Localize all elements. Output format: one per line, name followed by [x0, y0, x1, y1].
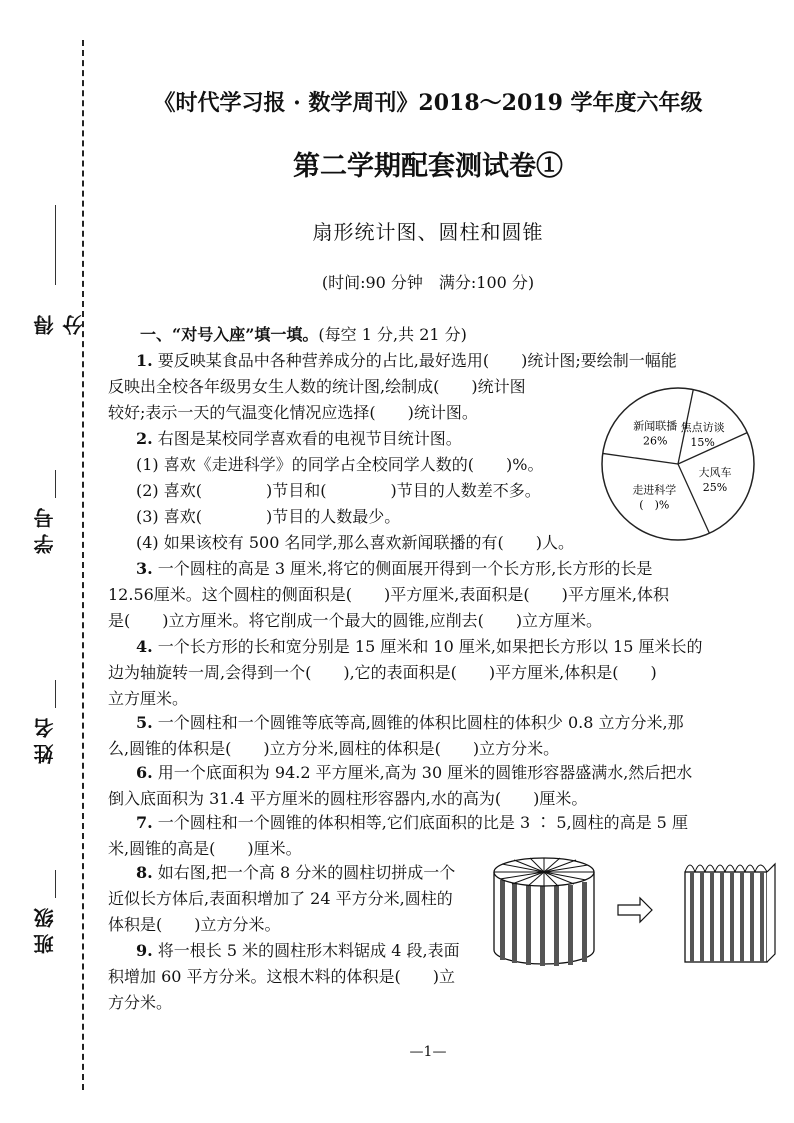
- section-title: 一、“对号入座”填一填。: [140, 325, 319, 344]
- q8-number: 8.: [136, 863, 153, 882]
- question-3: [108, 556, 748, 634]
- class-underline: [55, 870, 56, 898]
- q1-line1: 要反映某食品中各种营养成分的占比,最好选用( )统计图;要绘制一幅能: [157, 351, 677, 370]
- section-heading: [140, 322, 467, 345]
- name-label: 姓名: [33, 712, 57, 764]
- q8-line2: 近似长方体后,表面积增加了 24 平方分米,圆柱的: [108, 889, 453, 908]
- q1-number: 1.: [136, 351, 153, 370]
- q2-number: 2.: [136, 429, 153, 448]
- approx-cuboid: [685, 864, 775, 962]
- q1-line2: 反映出全校各年级男女生人数的统计图,绘制成( )统计图: [108, 377, 526, 396]
- q7-number: 7.: [136, 813, 153, 832]
- q5-number: 5.: [136, 713, 153, 732]
- q6-line1: 用一个底面积为 94.2 平方厘米,高为 30 厘米的圆锥形容器盛满水,然后把水: [157, 763, 693, 782]
- q3-number: 3.: [136, 559, 153, 578]
- tv-program-pie-chart: [598, 384, 758, 544]
- q3-line1: 一个圆柱的高是 3 厘米,将它的侧面展开得到一个长方形,长方形的长是: [157, 559, 653, 578]
- q6-number: 6.: [136, 763, 153, 782]
- q2-sub2: (2) 喜欢( )节目和( )节目的人数差不多。: [136, 481, 541, 500]
- q5-line2: 么,圆锥的体积是( )立方分米,圆柱的体积是( )立方分米。: [108, 739, 560, 758]
- student-id-field: [30, 470, 60, 580]
- pie-slice-value: 26%: [642, 434, 668, 448]
- pie-slice-value: 15%: [690, 436, 715, 450]
- q2-sub4: (4) 如果该校有 500 名同学,那么喜欢新闻联播的有( )人。: [136, 533, 575, 552]
- exam-page: [108, 0, 748, 1123]
- cuboid-side: [767, 864, 775, 962]
- student-id-label: 学号: [33, 502, 57, 554]
- q7-line2: 米,圆锥的高是( )厘米。: [108, 839, 302, 858]
- q6-line2: 倒入底面积为 31.4 平方厘米的圆柱形容器内,水的高为( )厘米。: [108, 789, 588, 808]
- score-underline: [55, 205, 56, 285]
- q3-line3: 是( )立方厘米。将它削成一个最大的圆锥,应削去( )立方厘米。: [108, 611, 603, 630]
- q7-line1: 一个圆柱和一个圆锥的体积相等,它们底面积的比是 3 ∶ 5,圆柱的高是 5 厘: [157, 813, 688, 832]
- question-6: [108, 760, 748, 812]
- class-field: [30, 870, 60, 970]
- binding-strip: [0, 0, 100, 1123]
- class-label: 班级: [33, 902, 57, 954]
- score-label: 得分: [33, 309, 86, 335]
- q8-line1: 如右图,把一个高 8 分米的圆柱切拼成一个: [157, 863, 456, 882]
- question-4: [108, 634, 748, 712]
- pie-slice-value: 25%: [702, 480, 728, 494]
- q5-line1: 一个圆柱和一个圆锥等底等高,圆锥的体积比圆柱的体积少 0.8 立方分米,那: [157, 713, 684, 732]
- question-2: [108, 426, 588, 530]
- q1-line3: 较好;表示一天的气温变化情况应选择( )统计图。: [108, 403, 478, 422]
- q2-line1: 右图是某校同学喜欢看的电视节目统计图。: [157, 429, 462, 448]
- name-underline: [55, 680, 56, 708]
- q2-sub3: (3) 喜欢( )节目的人数最少。: [136, 507, 401, 526]
- q9-number: 9.: [136, 941, 153, 960]
- exam-title: 第二学期配套测试卷①: [293, 151, 563, 182]
- cut-line: [82, 40, 84, 1090]
- series-title: 《时代学习报 · 数学周刊》2018～2019 学年度六年级: [153, 90, 703, 116]
- q4-line1: 一个长方形的长和宽分别是 15 厘米和 10 厘米,如果把长方形以 15 厘米长的: [157, 637, 703, 656]
- time-and-score-info: (时间:90 分钟 满分:100 分): [321, 273, 535, 292]
- pie-slice-label: 新闻联播: [633, 419, 678, 433]
- score-field: [30, 205, 86, 335]
- q4-line2: 边为轴旋转一周,会得到一个( ),它的表面积是( )平方厘米,体积是( ): [108, 663, 657, 682]
- page-number: —1—: [409, 1044, 447, 1060]
- transform-arrow: [618, 898, 652, 922]
- pie-slice-label: 大风车: [698, 465, 732, 479]
- q9-line3: 方分米。: [108, 993, 173, 1012]
- q4-number: 4.: [136, 637, 153, 656]
- pie-slice-value: ( )%: [639, 498, 670, 512]
- q2-sub1: (1) 喜欢《走进科学》的同学占全校同学人数的( )%。: [136, 455, 544, 474]
- q8-line3: 体积是( )立方分米。: [108, 915, 281, 934]
- question-8: [108, 860, 488, 938]
- section-note: (每空 1 分,共 21 分): [318, 325, 467, 344]
- q9-line2: 积增加 60 平方分米。这根木料的体积是( )立: [108, 967, 456, 986]
- cuboid-top-arcs: [685, 865, 767, 872]
- exam-subtitle: 扇形统计图、圆柱和圆锥: [312, 220, 544, 244]
- name-field: [30, 680, 60, 790]
- pie-slice-label: 焦点访谈: [680, 421, 725, 435]
- q9-line1: 将一根长 5 米的圆柱形木料锯成 4 段,表面: [157, 941, 460, 960]
- q3-line2: 12.56厘米。这个圆柱的侧面积是( )平方厘米,表面积是( )平方厘米,体积: [108, 585, 669, 604]
- q4-line3: 立方厘米。: [108, 689, 189, 708]
- pie-slice-label: 走进科学: [632, 483, 677, 497]
- question-5: [108, 710, 748, 762]
- sectored-cylinder: [494, 858, 594, 966]
- student-id-underline: [55, 470, 56, 498]
- question-9: [108, 938, 488, 1016]
- cylinder-to-cuboid-figure: [490, 850, 780, 970]
